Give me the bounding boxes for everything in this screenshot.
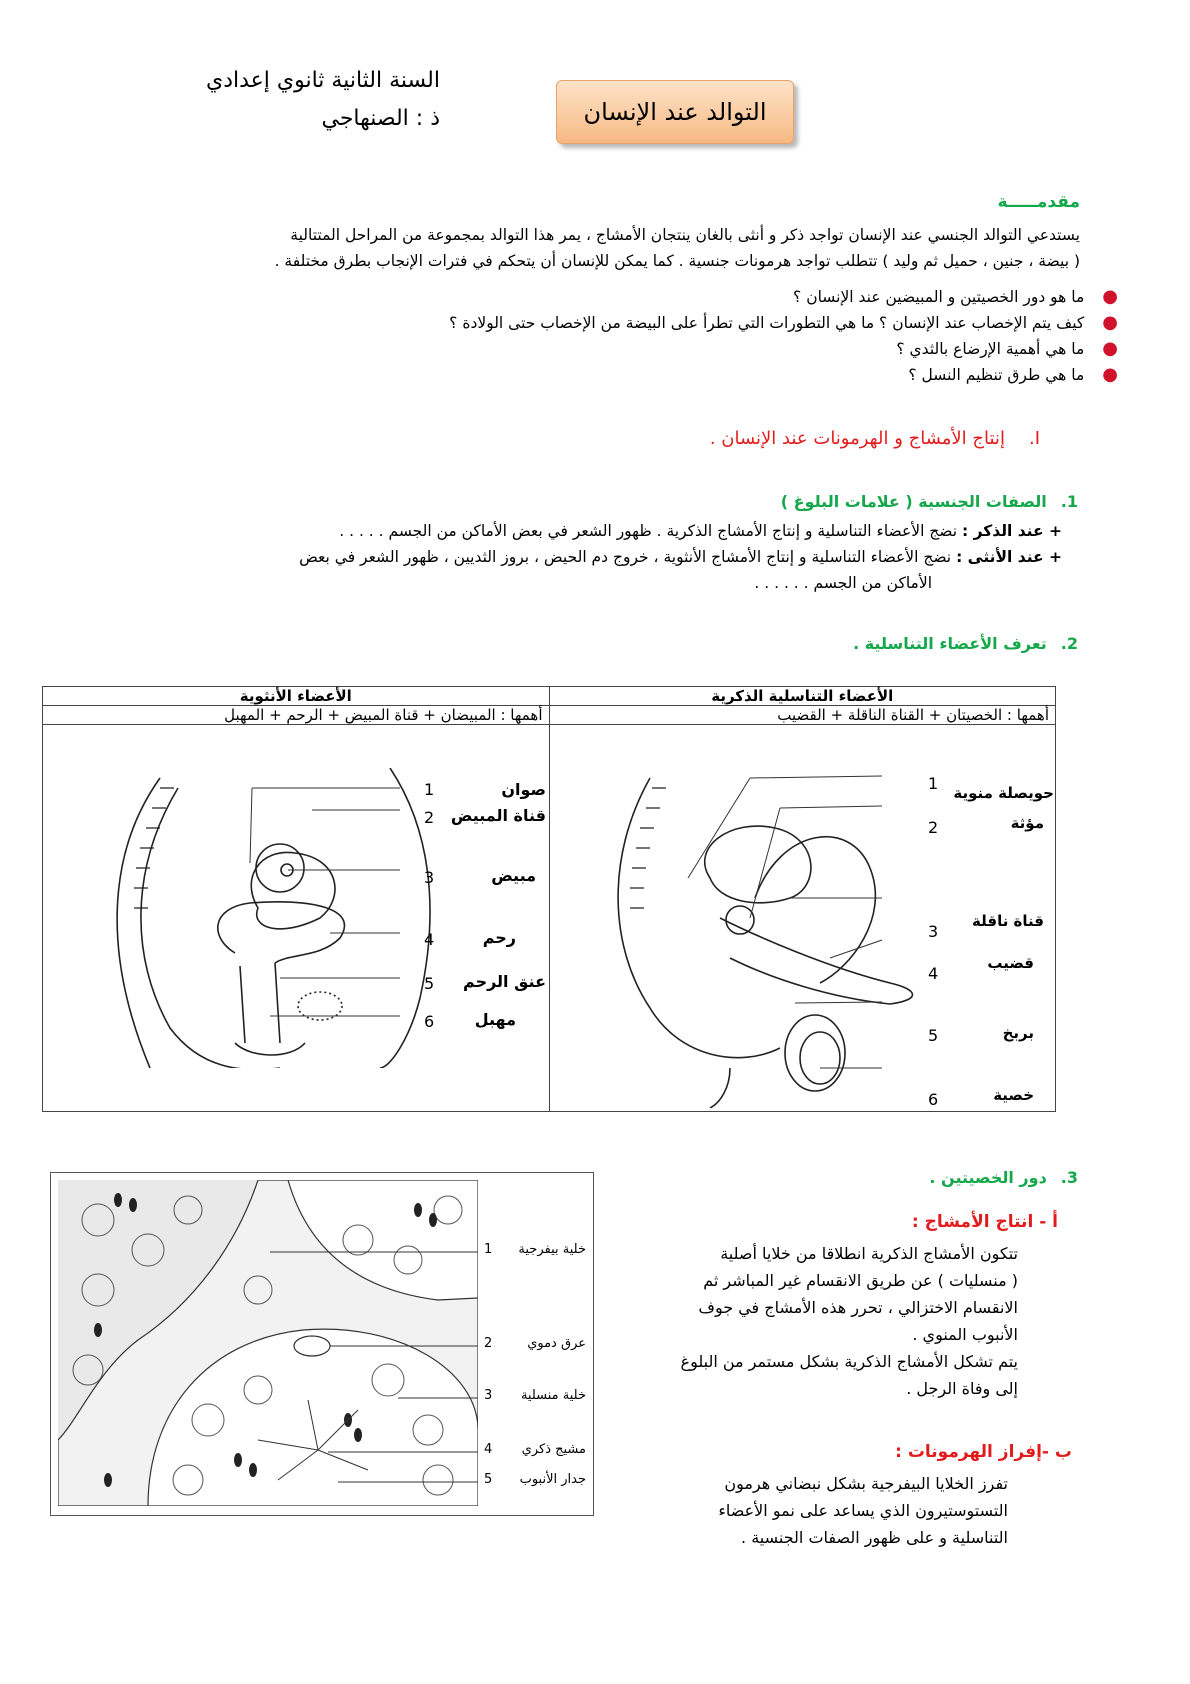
section-1-heading xyxy=(400,428,1040,449)
sub-2-title: تعرف الأعضاء التناسلية . xyxy=(853,634,1047,653)
female-traits-cont: الأماكن من الجسم . . . . . . xyxy=(754,574,932,592)
page-title xyxy=(556,80,794,144)
male-traits xyxy=(80,520,1062,542)
testis-number-3: 3 xyxy=(484,1388,493,1403)
female-traits xyxy=(80,546,1062,568)
bullet-icon: ● xyxy=(1102,338,1118,359)
hormones-text xyxy=(640,1470,1008,1551)
female-label-ovary: مبيض xyxy=(491,866,536,885)
female-label-oviduct: قناة المبيض xyxy=(450,806,546,825)
question-text: ما هو دور الخصيتين و المبيضين عند الإنسان ؟ xyxy=(793,288,1085,306)
female-anatomy-drawing xyxy=(90,768,470,1068)
gametes-line: إلى وفاة الرجل . xyxy=(906,1379,1018,1398)
intro-questions xyxy=(200,284,1118,388)
sub-2-number: 2. xyxy=(1060,634,1078,653)
female-traits-label: + عند الأنثى : xyxy=(956,548,1062,566)
gametes-heading: أ - انتاج الأمشاج : xyxy=(911,1212,1058,1232)
female-label-uterus: رحم xyxy=(482,928,516,947)
testis-label-vessel: عرق دموي xyxy=(527,1336,586,1351)
gametes-line: يتم تشكل الأمشاج الذكرية بشكل مستمر من البلوغ xyxy=(680,1352,1018,1371)
male-header: الأعضاء التناسلية الذكرية xyxy=(549,687,1056,706)
sub-3-title: دور الخصيتين . xyxy=(929,1168,1047,1187)
intro-line-2: ( بيضة ، جنين ، حميل ثم وليد ) تتطلب تواجد هرمونات جنسية . كما يمكن للإنسان أن يتحكم في فترات الإنجاب بطرق مختلفة . xyxy=(274,252,1080,270)
page-title-text: التوالد عند الإنسان xyxy=(583,98,767,126)
female-number-4: 4 xyxy=(424,930,435,949)
male-label-testis: خصية xyxy=(993,1086,1034,1104)
gametes-line: ( منسليات ) عن طريق الانقسام غير المباشر ثم xyxy=(703,1271,1018,1290)
question-item xyxy=(200,284,1118,310)
male-number-4: 4 xyxy=(928,964,939,983)
hormones-line: التستوستيرون الذي يساعد على نمو الأعضاء xyxy=(718,1501,1008,1520)
male-traits-label: + عند الذكر : xyxy=(962,522,1062,540)
gametes-line: تتكون الأمشاج الذكرية انطلاقا من خلايا أصلية xyxy=(720,1244,1018,1263)
sub-2-heading xyxy=(400,634,1078,653)
grade-label: السنة الثانية ثانوي إعدادي xyxy=(205,68,440,93)
female-label-fimbriae: صوان xyxy=(501,780,546,799)
question-item xyxy=(200,362,1118,388)
teacher-label: ذ : الصنهاجي xyxy=(321,106,440,131)
intro-heading: مقدمـــــة xyxy=(997,192,1080,212)
female-main-organs: أهمها : المبيضان + قناة المبيض + الرحم + المهبل xyxy=(43,706,550,725)
question-item xyxy=(200,310,1118,336)
male-label-vas-deferens: قناة ناقلة xyxy=(972,912,1044,930)
sub-1-heading xyxy=(400,492,1078,511)
section-1-number: I. xyxy=(1028,428,1040,449)
male-main-organs: أهمها : الخصيتان + القناة الناقلة + القضيب xyxy=(549,706,1056,725)
male-number-3: 3 xyxy=(928,922,939,941)
testis-label-leydig: خلية بيفرجية xyxy=(518,1242,586,1257)
male-number-5: 5 xyxy=(928,1026,939,1045)
male-label-epididymis: بربخ xyxy=(1002,1024,1034,1042)
question-item xyxy=(200,336,1118,362)
hormones-line: تفرز الخلايا البيفرجية بشكل نبضاني هرمون xyxy=(724,1474,1008,1493)
hormones-heading: ب -إفراز الهرمونات : xyxy=(895,1442,1072,1462)
testis-number-4: 4 xyxy=(484,1442,493,1457)
intro-line-1: يستدعي التوالد الجنسي عند الإنسان تواجد ذكر و أنثى بالغان ينتجان الأمشاج ، يمر هذا التوالد بمجموعة من المراحل المتتالية xyxy=(290,226,1080,244)
male-label-seminal-vesicle: حويصلة منوية xyxy=(953,784,1054,802)
testis-number-1: 1 xyxy=(484,1242,493,1257)
female-number-6: 6 xyxy=(424,1012,435,1031)
sub-3-heading xyxy=(900,1168,1078,1187)
female-header: الأعضاء الأنثوية xyxy=(43,687,550,706)
bullet-icon: ● xyxy=(1102,286,1118,307)
seminiferous-tubule-drawing xyxy=(58,1180,478,1506)
male-number-6: 6 xyxy=(928,1090,939,1109)
testis-number-5: 5 xyxy=(484,1472,493,1487)
male-anatomy-drawing xyxy=(590,768,940,1108)
section-1-title: إنتاج الأمشاج و الهرمونات عند الإنسان . xyxy=(709,428,1005,449)
question-text: ما هي طرق تنظيم النسل ؟ xyxy=(908,366,1085,384)
female-label-cervix: عنق الرحم xyxy=(463,972,546,991)
male-label-prostate: مؤثة xyxy=(1010,814,1044,832)
hormones-line: التناسلية و على ظهور الصفات الجنسية . xyxy=(741,1528,1008,1547)
female-number-3: 3 xyxy=(424,868,435,887)
female-label-vagina: مهبل xyxy=(474,1010,516,1029)
question-text: كيف يتم الإخصاب عند الإنسان ؟ ما هي التطورات التي تطرأ على البيضة من الإخصاب حتى الولادة ؟ xyxy=(449,314,1085,332)
sub-1-title: الصفات الجنسية ( علامات البلوغ ) xyxy=(780,492,1047,511)
bullet-icon: ● xyxy=(1102,312,1118,333)
testis-number-2: 2 xyxy=(484,1336,493,1351)
male-number-2: 2 xyxy=(928,818,939,837)
gametes-text xyxy=(620,1240,1018,1402)
question-text: ما هي أهمية الإرضاع بالثدي ؟ xyxy=(896,340,1085,358)
testis-label-germ-cell: خلية منسلية xyxy=(520,1388,586,1403)
bullet-icon: ● xyxy=(1102,364,1118,385)
sub-3-number: 3. xyxy=(1060,1168,1078,1187)
male-number-1: 1 xyxy=(928,774,939,793)
female-number-1: 1 xyxy=(424,780,435,799)
sub-1-number: 1. xyxy=(1060,492,1078,511)
female-traits-text: نضج الأعضاء التناسلية و إنتاج الأمشاج الأنثوية ، خروج دم الحيض ، بروز الثديين ، ظهور الشعر في بعض xyxy=(299,548,952,566)
male-label-penis: قضيب xyxy=(987,954,1034,972)
gametes-line: الانقسام الاختزالي ، تحرر هذه الأمشاج في جوف xyxy=(698,1298,1018,1317)
testis-label-sperm: مشيج ذكري xyxy=(521,1442,586,1457)
testis-label-tubule-wall: جدار الأنبوب xyxy=(519,1472,586,1487)
gametes-line: الأنبوب المنوي . xyxy=(912,1325,1018,1344)
female-number-5: 5 xyxy=(424,974,435,993)
male-traits-text: نضج الأعضاء التناسلية و إنتاج الأمشاج الذكرية . ظهور الشعر في بعض الأماكن من الجسم . . . . . xyxy=(339,522,958,540)
female-number-2: 2 xyxy=(424,808,435,827)
